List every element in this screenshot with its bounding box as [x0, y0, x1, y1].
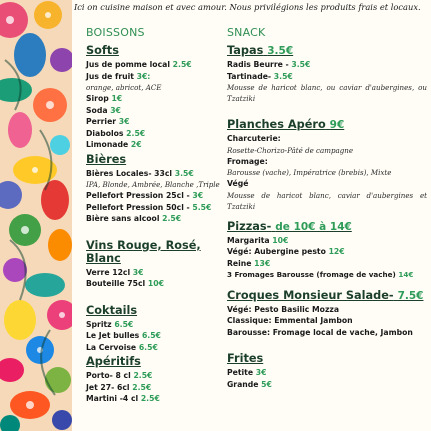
menu-item: Soda 3€ [86, 105, 121, 115]
menu-item: Diabolos 2.5€ [86, 128, 146, 138]
menu-item: Martini -4 cl 2.5€ [86, 394, 160, 403]
menu-item: Bouteille 75cl 10€ [86, 279, 164, 288]
menu-item: Bière sans alcool 2.5€ [86, 214, 182, 223]
item-note: Mousse de haricot blanc, ou caviar d'aubergines, ou Tzatziki [227, 83, 427, 103]
menu-item: Tartinade- 3.5€ [227, 71, 293, 81]
item-note: Rosette-Chorizo-Pâté de campagne [227, 145, 354, 155]
menu-item: Jus de fruit 3€: [86, 71, 151, 81]
menu-item: Végé: Pesto Basilic Mozza [227, 304, 340, 314]
menu-item-label: Fromage: [227, 156, 268, 166]
snack-column [227, 26, 427, 390]
softs-heading: Softs [86, 44, 119, 57]
aperitifs-heading: Apéritifs [86, 355, 141, 368]
planches-heading: Planches Apéro 9€ [227, 118, 345, 131]
menu-item: Jus de pomme local 2.5€ [86, 60, 192, 69]
menu-item: 3 Fromages Barousse (fromage de vache) 14€ [227, 270, 414, 279]
menu-item: Porto- 8 cl 2.5€ [86, 371, 153, 380]
croques-heading: Croques Monsieur Salade- 7.5€ [227, 288, 424, 302]
menu-item-label: Charcuterie: [227, 134, 281, 143]
menu-item: Barousse: Fromage local de vache, Jambon [227, 327, 413, 337]
menu-item: Le Jet bulles 6.5€ [86, 331, 161, 340]
menu-item: Perrier 3€ [86, 117, 130, 126]
menu-item: Pellefort Pression 25cl - 3€ [86, 191, 204, 200]
menu-item: Margarita 10€ [227, 235, 289, 245]
pizzas-heading: Pizzas- de 10€ à 14€ [227, 219, 352, 233]
snack-heading: SNACK [227, 26, 266, 39]
menu-item: Grande 5€ [227, 379, 272, 389]
menu-item: Végé: Aubergine pesto 12€ [227, 247, 345, 256]
tagline: Ici on cuisine maison et avec amour. Nous privilégions les produits frais et locaux. [74, 2, 421, 12]
menu-item: La Cervoise 6.5€ [86, 342, 158, 352]
boissons-heading: BOISSONS [86, 26, 145, 39]
menu-item: Classique: Emmental Jambon [227, 316, 353, 325]
menu-item: Radis Beurre - 3.5€ [227, 60, 311, 69]
bieres-heading: Bières [86, 152, 127, 166]
menu-item: Verre 12cl 3€ [86, 267, 144, 277]
floral-illustration [0, 0, 72, 431]
menu-item: Pellefort Pression 50cl - 5.5€ [86, 202, 212, 212]
drinks-column [86, 26, 226, 405]
item-note: orange, abricot, ACE [86, 83, 162, 92]
menu-panel [72, 0, 431, 431]
menu-item: Limonade 2€ [86, 140, 142, 149]
tapas-heading: Tapas 3.5€ [227, 44, 294, 57]
menu-item: Bières Locales- 33cl 3.5€ [86, 168, 194, 178]
menu-item: Sirop 1€ [86, 94, 123, 103]
vins-heading: Vins Rouge, Rosé, Blanc [86, 238, 201, 265]
menu-item: Petite 3€ [227, 368, 267, 377]
item-note: Mousse de haricot blanc, caviar d'aubergines et Tzatziki [227, 190, 427, 211]
coktails-heading: Coktails [86, 303, 138, 317]
menu-item: Jet 27- 6cl 2.5€ [86, 382, 152, 392]
item-note: Barousse (vache), Impératrice (brebis), Mixte [227, 168, 392, 177]
item-note: IPA, Blonde, Ambrée, Blanche ,Triple [86, 180, 220, 189]
menu-item: Reine 13€ [227, 258, 271, 268]
menu-item: Spritz 6.5€ [86, 319, 134, 329]
menu-item-label: Végé [227, 179, 249, 188]
frites-heading: Frites [227, 352, 264, 365]
